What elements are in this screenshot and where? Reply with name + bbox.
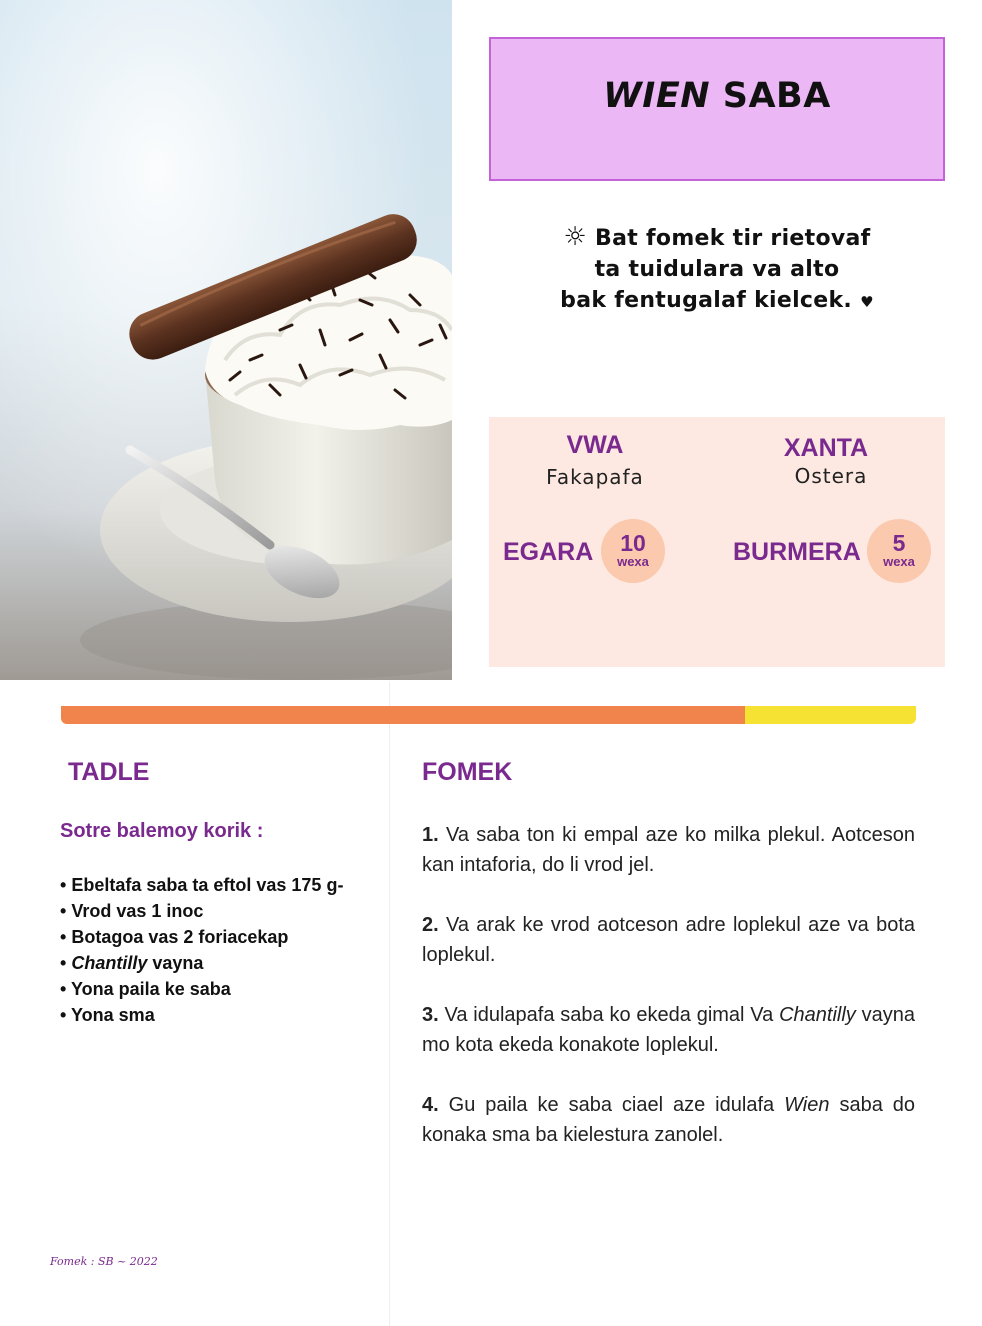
tagline-line-2: ta tuidulara va alto <box>594 257 840 282</box>
step-text: Va idulapafa saba ko ekeda gimal Va <box>444 1004 774 1026</box>
ingredients-heading: TADLE <box>68 758 150 786</box>
column-divider <box>389 682 390 1326</box>
recipe-info-box <box>489 417 945 667</box>
method-step <box>422 910 915 970</box>
bullet: • <box>60 875 67 895</box>
step-text: Va saba ton ki empal aze ko milka plekul. Aotceson kan intaforia, do li vrod jel. <box>422 824 915 876</box>
xanta-value: Ostera <box>794 464 868 488</box>
ingredients-subtitle: Sotre balemoy korik : <box>60 820 264 842</box>
bullet: • <box>60 953 67 973</box>
step-italic: Wien <box>784 1094 830 1116</box>
burmera-label: BURMERA <box>733 538 861 566</box>
heart-icon: ♥ <box>860 293 874 311</box>
method-steps <box>422 820 915 1180</box>
egara-label: EGARA <box>503 538 594 566</box>
burmera-badge <box>867 519 931 583</box>
method-step <box>422 820 915 880</box>
egara-number: 10 <box>620 530 646 556</box>
tagline <box>489 222 945 318</box>
egara-unit: wexa <box>617 554 649 569</box>
step-number: 1. <box>422 824 439 846</box>
bullet: • <box>60 901 67 921</box>
bullet: • <box>60 927 67 947</box>
sun-icon: ☼ <box>563 222 588 252</box>
ingredient-text: vayna <box>152 953 204 973</box>
step-number: 3. <box>422 1004 439 1026</box>
ingredient-text: Yona paila ke saba <box>71 979 231 999</box>
title-plain: SABA <box>722 76 831 116</box>
method-step <box>422 1000 915 1060</box>
ingredient-item <box>60 924 380 950</box>
ingredient-text: Ebeltafa saba ta eftol vas 175 g- <box>71 875 344 895</box>
step-text: Va arak ke vrod aotceson adre loplekul aze va bota loplekul. <box>422 914 915 966</box>
method-heading: FOMEK <box>422 758 513 786</box>
tagline-line-3: bak fentugalaf kielcek. <box>560 288 853 313</box>
footer-credit: Fomek : SB ~ 2022 <box>50 1255 158 1268</box>
ingredient-text: Botagoa vas 2 foriacekap <box>71 927 289 947</box>
ingredient-item <box>60 976 380 1002</box>
hot-chocolate-photo <box>0 0 452 680</box>
egara-badge <box>601 519 665 583</box>
title-italic: WIEN <box>603 76 711 116</box>
progress-bar <box>61 706 916 724</box>
bullet: • <box>60 979 67 999</box>
step-text: saba do konaka sma ba kielestura zanolel. <box>422 1094 916 1146</box>
xanta-label: XANTA <box>783 434 869 462</box>
vwa-value: Fakapafa <box>546 465 644 489</box>
burmera-number: 5 <box>892 530 906 556</box>
ingredient-item <box>60 872 380 898</box>
step-number: 4. <box>422 1094 439 1116</box>
step-number: 2. <box>422 914 439 936</box>
progress-bar-fill <box>61 706 745 724</box>
step-text: Gu paila ke saba ciael aze idulafa <box>448 1094 775 1116</box>
bullet: • <box>60 1005 67 1025</box>
method-step <box>422 1090 915 1150</box>
ingredients-list <box>60 872 380 1028</box>
ingredient-italic: Chantilly <box>71 953 148 973</box>
step-text: vayna mo kota ekeda konakote loplekul. <box>422 1004 915 1056</box>
page-title <box>491 76 943 116</box>
ingredient-text: Vrod vas 1 inoc <box>71 901 204 921</box>
tagline-line-1: Bat fomek tir rietovaf <box>595 226 871 251</box>
ingredient-item <box>60 950 380 976</box>
vwa-label: VWA <box>566 431 624 459</box>
step-italic: Chantilly <box>779 1004 856 1026</box>
ingredient-item <box>60 898 380 924</box>
title-box <box>489 37 945 181</box>
ingredient-item <box>60 1002 380 1028</box>
burmera-unit: wexa <box>883 554 915 569</box>
ingredient-text: Yona sma <box>71 1005 155 1025</box>
